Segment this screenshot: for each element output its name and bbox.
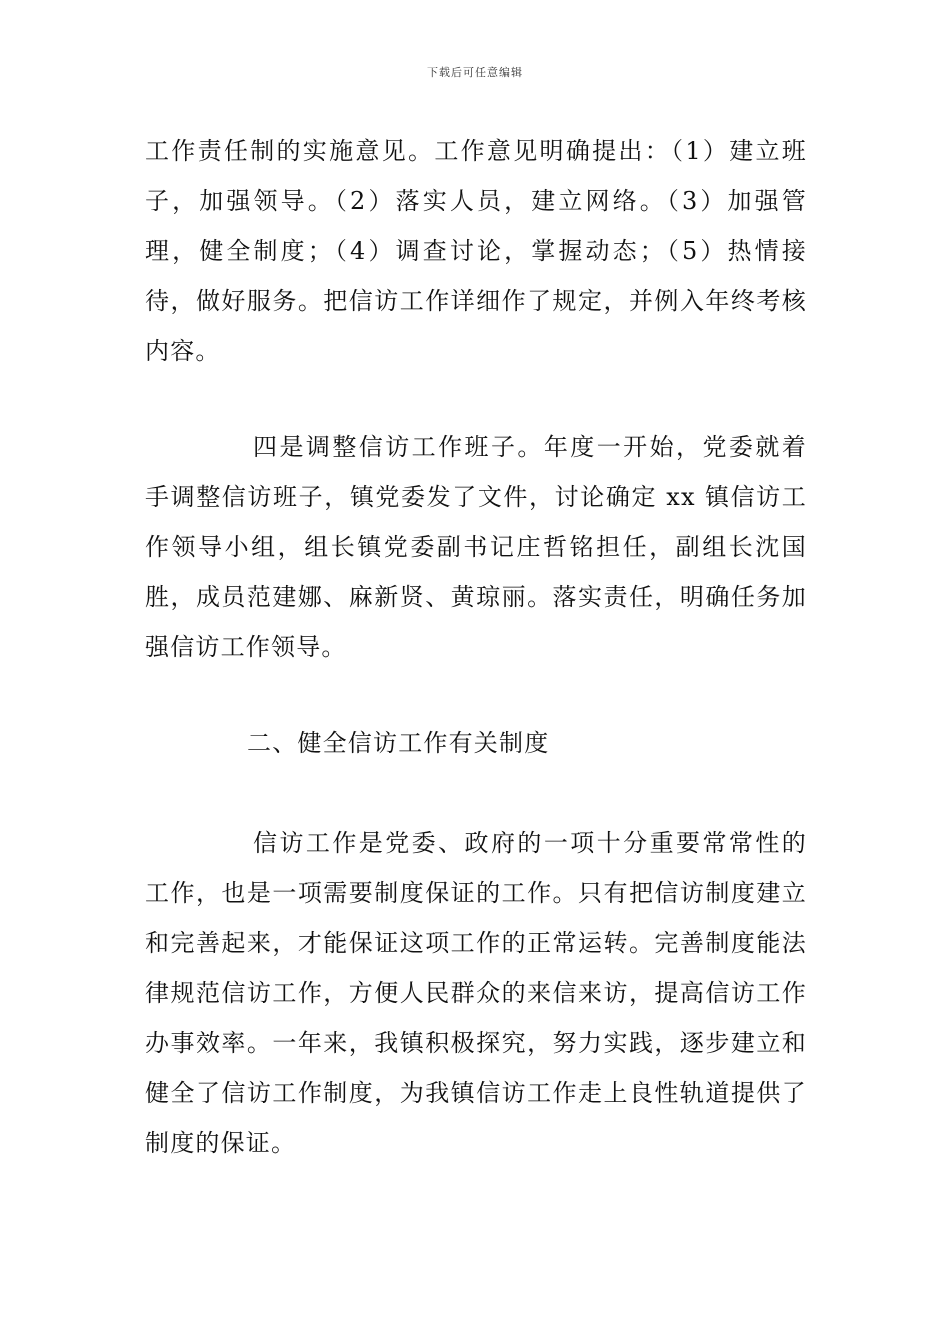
document-body bbox=[145, 126, 807, 1168]
paragraph-spacer bbox=[145, 376, 807, 422]
paragraph-spacer bbox=[145, 672, 807, 718]
paragraph-spacer bbox=[145, 768, 807, 818]
section-heading: 二、健全信访工作有关制度 bbox=[247, 729, 550, 757]
paragraph-adjust-team: 四是调整信访工作班子。年度一开始，党委就着手调整信访班子，镇党委发了文件，讨论确定 xx 镇信访工作领导小组，组长镇党委副书记庄哲铭担任，副组长沈国胜，成员范建娜、麻新贤、黄琼丽。落实责任，明确任务加强信访工作领导。 bbox=[145, 433, 807, 661]
paragraph-system-building: 信访工作是党委、政府的一项十分重要常常性的工作，也是一项需要制度保证的工作。只有把信访制度建立和完善起来，才能保证这项工作的正常运转。完善制度能法律规范信访工作，方便人民群众的来信来访，提高信访工作办事效率。一年来，我镇积极探究，努力实践，逐步建立和健全了信访工作制度，为我镇信访工作走上良性轨道提供了制度的保证。 bbox=[145, 829, 807, 1157]
header-note: 下载后可任意编辑 bbox=[427, 66, 523, 79]
paragraph-responsibility-opinion: 工作责任制的实施意见。工作意见明确提出：（1）建立班子，加强领导。（2）落实人员，建立网络。（3）加强管理，健全制度；（4）调查讨论，掌握动态；（5）热情接待，做好服务。把信访工作详细作了规定，并例入年终考核内容。 bbox=[145, 137, 807, 365]
